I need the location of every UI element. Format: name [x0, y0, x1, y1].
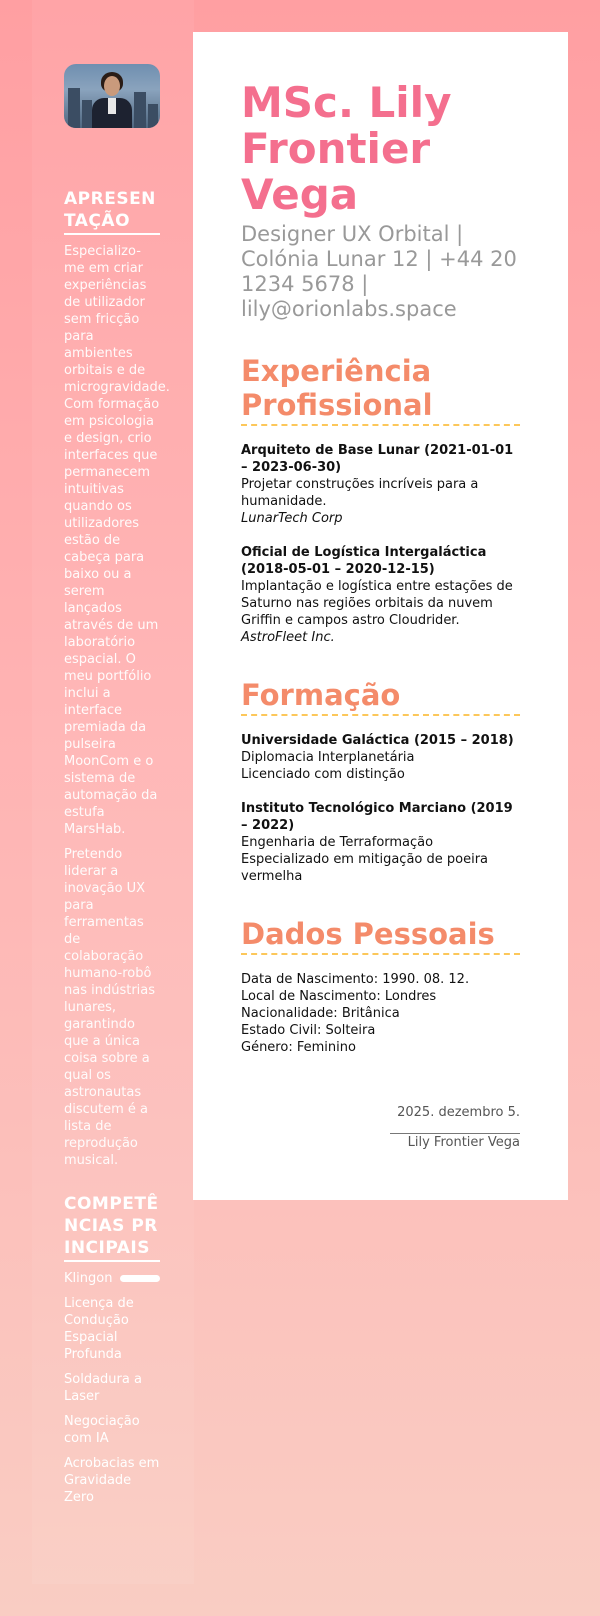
- education-field: Engenharia de Terraformação: [241, 835, 434, 850]
- experience-company: LunarTech Corp: [241, 511, 343, 526]
- education-note: Licenciado com distinção: [241, 767, 405, 782]
- education-item: [241, 732, 520, 783]
- personal-line: Género: Feminino: [241, 1040, 356, 1055]
- personal-line: Data de Nascimento: 1990. 08. 12.: [241, 972, 470, 987]
- signature-name: Lily Frontier Vega: [407, 1135, 520, 1150]
- skill-item: Acrobacias em Gravidade Zero: [64, 1456, 160, 1505]
- skill-level-bar: [120, 1275, 160, 1282]
- education-field: Diplomacia Interplanetária: [241, 750, 415, 765]
- education-note: Especializado em mitigação de poeira vermelha: [241, 852, 489, 884]
- about-heading: APRESENTAÇÃO: [64, 188, 160, 235]
- experience-title: Oficial de Logística Intergaláctica (2018-05-01 – 2020-12-15): [241, 545, 487, 577]
- education-heading: Formação: [241, 678, 520, 716]
- personal-line: Estado Civil: Solteira: [241, 1023, 376, 1038]
- skill-item: Licença de Condução Espacial Profunda: [64, 1296, 134, 1362]
- experience-item: [241, 544, 520, 646]
- about-paragraph: Especializo-me em criar experiências de utilizador sem fricção para ambientes orbitais e de microgravidade. Com formação em psicologia e design, crio interfaces que permanecem intuitivas quando os utilizadores estão de cabeça para baixo ou a serem lançados através de um laboratório espacial. O meu portfólio inclui a interface premiada da pulseira MoonCom e o sistema de automação da estufa MarsHab.: [64, 244, 170, 837]
- education-title: Instituto Tecnológico Marciano (2019 – 2022): [241, 801, 513, 833]
- skill-item: [64, 1270, 160, 1287]
- experience-item: [241, 442, 520, 527]
- main-content: [193, 32, 568, 1200]
- skill-label: Klingon: [64, 1271, 113, 1286]
- personal-details: [241, 971, 520, 1056]
- person-name: MSc. Lily Frontier Vega: [241, 78, 452, 219]
- sidebar: [32, 0, 194, 1584]
- education-item: [241, 800, 520, 885]
- about-paragraph: Pretendo liderar a inovação UX para ferramentas de colaboração humano-robô nas indústrias lunares, garantindo que a única coisa sobre a qual os astronautas discutem é a lista de reprodução musical.: [64, 847, 156, 1168]
- personal-heading: Dados Pessoais: [241, 917, 520, 955]
- experience-heading: Experiência Profissional: [241, 354, 520, 426]
- skill-item: Soldadura a Laser: [64, 1372, 142, 1404]
- profile-photo: [64, 64, 160, 128]
- experience-company: AstroFleet Inc.: [241, 630, 335, 645]
- experience-title: Arquiteto de Base Lunar (2021-01-01 – 2023-06-30): [241, 443, 514, 475]
- skill-item: Negociação com IA: [64, 1414, 140, 1446]
- contact-subtitle: Designer UX Orbital | Colónia Lunar 12 | +44 20 1234 5678 | lily@orionlabs.space: [241, 222, 517, 321]
- experience-description: Implantação e logística entre estações de Saturno nas regiões orbitais da nuvem Griffin e campos astro Cloudrider.: [241, 579, 513, 628]
- personal-line: Nacionalidade: Britânica: [241, 1006, 400, 1021]
- experience-description: Projetar construções incríveis para a humanidade.: [241, 477, 479, 509]
- education-title: Universidade Galáctica (2015 – 2018): [241, 733, 514, 748]
- personal-line: Local de Nascimento: Londres: [241, 989, 437, 1004]
- signature-date: 2025. dezembro 5.: [397, 1105, 520, 1120]
- skills-heading: COMPETÊNCIAS PRINCIPAIS: [64, 1193, 160, 1262]
